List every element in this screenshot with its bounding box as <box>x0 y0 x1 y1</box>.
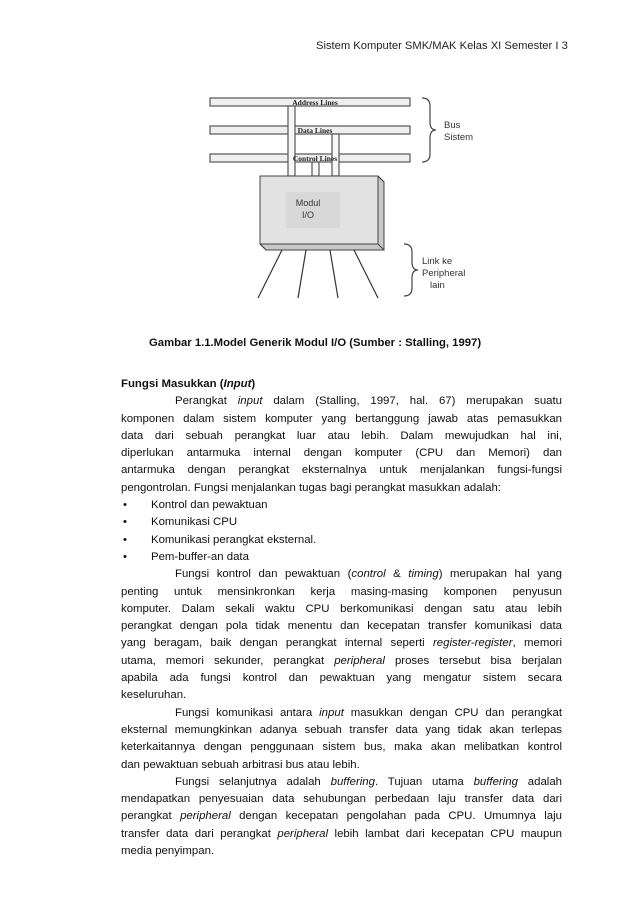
paragraph-2-line: yang beragam, baik dengan perangkat internal seperti register-register, memori <box>121 637 562 650</box>
bus-brace <box>422 98 436 162</box>
connector-control <box>312 162 319 176</box>
link-brace <box>404 244 418 296</box>
paragraph-3-line: dan pewaktuan sebuah arbitrasi bus atau lebih. <box>121 758 360 771</box>
peripheral-links <box>258 250 378 298</box>
module-label-line2: I/O <box>301 210 315 220</box>
link-label-line1: Link ke <box>422 256 453 267</box>
paragraph-3-line: keterkaitannya dengan penggunaan sistem bus, maka akan melibatkan kontrol <box>121 741 562 754</box>
list-item: • Pem-buffer-an data <box>121 549 562 566</box>
bullet-icon: • <box>123 499 127 512</box>
paragraph-1-line: diperlukan antarmuka internal dengan komputer (CPU dan Memori) dan <box>121 447 562 460</box>
bullet-icon: • <box>123 533 127 546</box>
paragraph-3-line: eksternal memungkinkan adanya sebuah transfer data yang tidak akan terlepas <box>121 723 562 736</box>
paragraph-2-line: Fungsi kontrol dan pewaktuan (control & timing) merupakan hal yang <box>175 568 562 581</box>
io-module-diagram <box>200 92 490 312</box>
paragraph-1-line: antarmuka dengan perangkat eksternalnya untuk menjalankan fungsi-fungsi <box>121 464 562 477</box>
paragraph-4-line: perangkat peripheral dengan kecepatan pengolahan pada CPU. Umumnya laju <box>121 810 563 823</box>
link-label-line3: lain <box>430 280 445 291</box>
link-label-line2: Peripheral <box>422 268 466 279</box>
control-lines-label: Control Lines <box>292 154 338 163</box>
section-heading: Fungsi Masukkan (Input) <box>121 378 256 390</box>
list-item: • Komunikasi perangkat eksternal. <box>121 532 562 549</box>
bus-label-line2: Sistem <box>444 132 474 143</box>
paragraph-2-line: penting untuk mensinkronkan kerja masing-masing komponen penyusun <box>121 585 562 598</box>
paragraph-2-line: komputer. Dalam sekali waktu CPU berkomunikasi dengan satu atau lebih <box>121 602 562 615</box>
paragraph-1-line: komponen dalam sistem komputer yang bertanggung jawab atas pemasukkan <box>121 412 562 425</box>
figure-caption: Gambar 1.1.Model Generik Modul I/O (Sumber : Stalling, 1997) <box>149 337 482 349</box>
list-item: • Kontrol dan pewaktuan <box>121 497 562 514</box>
page-header: Sistem Komputer SMK/MAK Kelas XI Semester I 3 <box>316 40 568 52</box>
paragraph-4-line: transfer data dari perangkat peripheral lebih lambat dari kecepatan CPU maupun <box>121 827 562 840</box>
bus-label-line1: Bus <box>444 120 461 131</box>
paragraph-1-line: Perangkat input dalam (Stalling, 1997, hal. 67) merupakan suatu <box>175 395 562 408</box>
paragraph-2-line: keseluruhan. <box>121 689 187 702</box>
list-item: • Komunikasi CPU <box>121 514 562 531</box>
bullet-icon: • <box>123 516 127 529</box>
module-label-line1: Modul <box>295 198 321 208</box>
paragraph-2-line: utama, memori sekunder, perangkat peripheral proses tersebut bisa berjalan <box>121 654 562 667</box>
paragraph-1-line: pengontrolan. Fungsi menjalankan tugas bagi perangkat masukkan adalah: <box>121 481 501 494</box>
paragraph-2-line: perangkat dengan pola tidak menentu dan kecepatan transfer komunikasi data <box>121 620 562 633</box>
paragraph-3-line: Fungsi komunikasi antara input masukkan dengan CPU dan perangkat <box>175 706 562 719</box>
data-lines-label: Data Lines <box>297 126 333 135</box>
paragraph-1-line: data dari sebuah perangkat luar atau lebih. Dalam mewujudkan hal ini, <box>121 429 562 442</box>
io-module-box <box>260 176 384 250</box>
paragraph-4-line: Fungsi selanjutnya adalah buffering. Tujuan utama buffering adalah <box>175 775 562 788</box>
address-lines-label: Address Lines <box>292 98 338 107</box>
paragraph-2-line: apabila ada fungsi kontrol dan pewaktuan yang mengatur sistem secara <box>121 672 562 685</box>
paragraph-4-line: media penyimpan. <box>121 845 215 858</box>
document-body <box>121 376 562 860</box>
paragraph-4-line: mendapatkan penyesuaian data sehubungan perbedaan laju transfer data dari <box>121 793 562 806</box>
bullet-icon: • <box>123 550 127 563</box>
connector-address <box>288 106 295 176</box>
